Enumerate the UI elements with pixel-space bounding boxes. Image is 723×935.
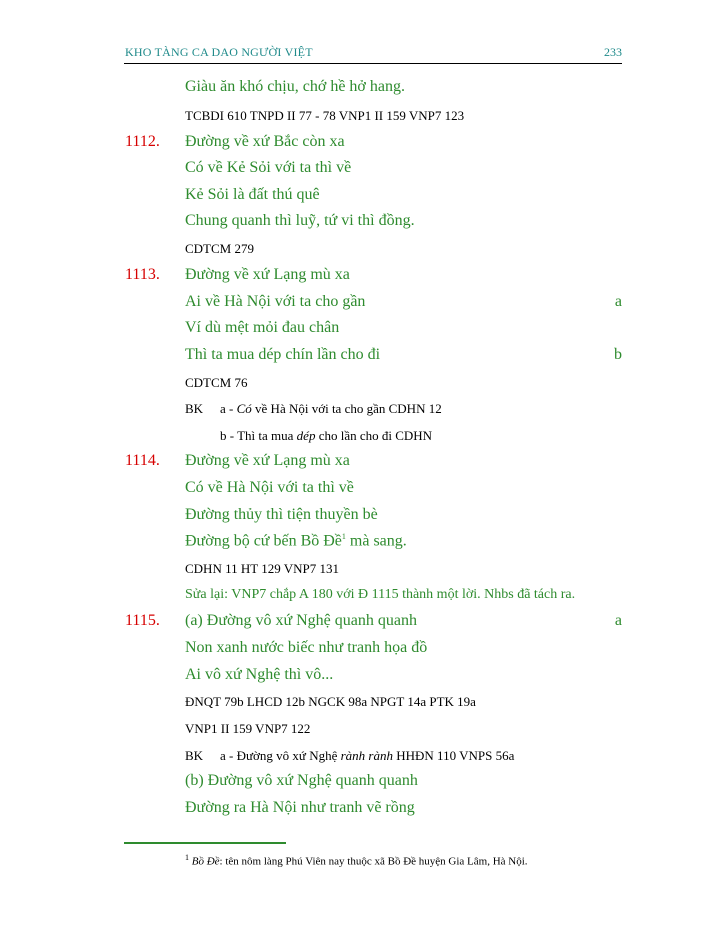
verse-line: Ví dù mệt mỏi đau chân [185, 319, 340, 336]
verse-line: Non xanh nước biếc như tranh họa đồ [185, 639, 428, 656]
variant-mark-a: a [614, 293, 622, 310]
verse-line: Kẻ Sỏi là đất thú quê [185, 186, 320, 203]
editor-note: Sửa lại: VNP7 chắp A 180 với Đ 1115 thành một lời. Nhbs đã tách ra. [185, 587, 576, 602]
verse-line: Đường bộ cứ bến Bồ Đề$^1$ mà sang. [185, 532, 407, 550]
entry-number-1114: 1114. [125, 452, 160, 469]
verse-line: (b) Đường vô xứ Nghệ quanh quanh [185, 772, 418, 789]
verse-line: Đường ra Hà Nội như tranh vẽ rồng [185, 799, 415, 816]
footnote-divider [124, 842, 286, 844]
variant-mark-a: a [614, 612, 622, 629]
entry-number-1113: 1113. [125, 266, 160, 283]
source-reference: TCBDI 610 TNPD II 77 - 78 VNP1 II 159 VNP7 123 [185, 108, 465, 123]
variant-b-text: b - Thì ta mua dép cho lần cho đi CDHN [220, 428, 433, 443]
verse-line: Đường về xứ Bắc còn xa [185, 133, 345, 150]
verse-line: Giàu ăn khó chịu, chớ hề hở hang. [185, 78, 405, 95]
source-reference: VNP1 II 159 VNP7 122 [185, 721, 311, 736]
variant-label: BK [185, 748, 204, 763]
footnote-marker: 1 [341, 532, 346, 541]
verse-line: Thì ta mua dép chín lần cho đi [185, 346, 381, 363]
variant-label: BK [185, 401, 204, 416]
footnote: $^1$ Bồ Đề: tên nôm làng Phú Viên nay thuộc xã Bồ Đề huyện Gia Lâm, Hà Nội. [185, 853, 528, 868]
verse-line: Ai vô xứ Nghệ thì vô... [185, 666, 334, 683]
source-reference: CDTCM 279 [185, 241, 254, 256]
variant-a-text: a - Đường vô xứ Nghệ rành rành HHĐN 110 VNPS 56a [220, 748, 515, 763]
page-number: 233 [604, 45, 622, 59]
variant-mark-b: b [614, 346, 622, 363]
verse-line: Đường về xứ Lạng mù xa [185, 266, 350, 283]
source-reference: ĐNQT 79b LHCD 12b NGCK 98a NPGT 14a PTK 19a [185, 694, 476, 709]
running-header-title: KHO TÀNG CA DAO NGƯỜI VIỆT [125, 45, 313, 59]
entry-number-1115: 1115. [125, 612, 160, 629]
verse-line: Có về Hà Nội với ta thì về [185, 479, 354, 496]
verse-line: Chung quanh thì luỹ, tứ vi thì đồng. [185, 212, 415, 229]
source-reference: CDHN 11 HT 129 VNP7 131 [185, 561, 339, 576]
variant-a-text: a - Có về Hà Nội với ta cho gần CDHN 12 [220, 401, 442, 416]
entry-number-1112: 1112. [125, 133, 160, 150]
verse-line: (a) Đường vô xứ Nghệ quanh quanh [185, 612, 417, 629]
verse-line: Ai về Hà Nội với ta cho gần [185, 293, 366, 310]
source-reference: CDTCM 76 [185, 375, 248, 390]
header-divider [124, 63, 622, 64]
verse-line: Đường về xứ Lạng mù xa [185, 452, 350, 469]
verse-line: Có về Kẻ Sỏi với ta thì về [185, 159, 352, 176]
verse-line: Đường thủy thì tiện thuyền bè [185, 506, 378, 523]
